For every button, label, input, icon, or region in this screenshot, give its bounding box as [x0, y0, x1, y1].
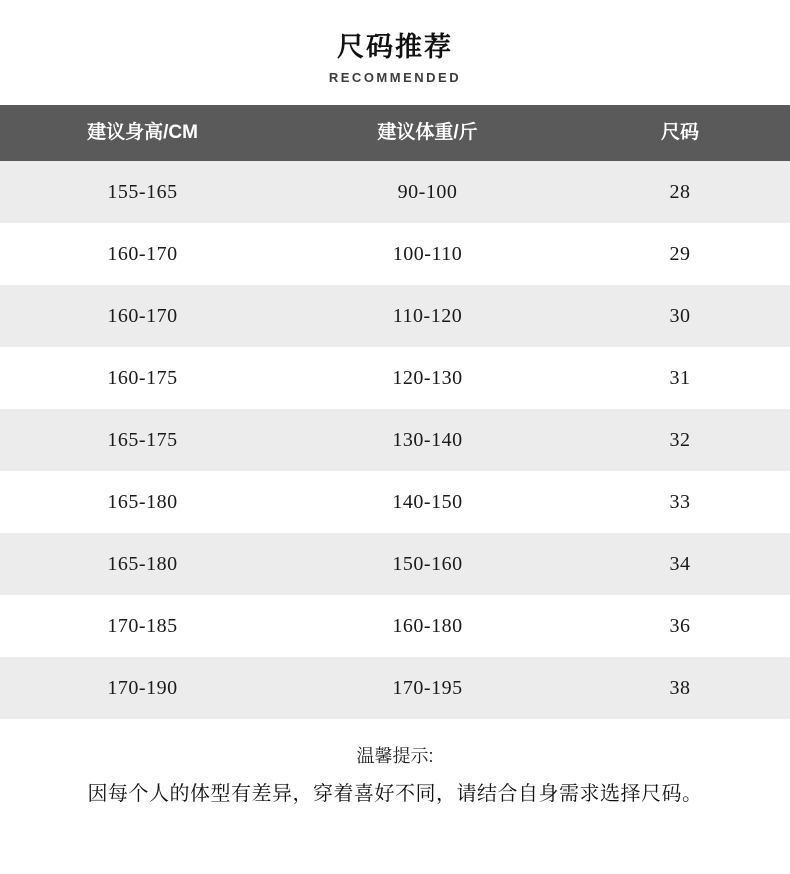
cell-weight: 120-130: [285, 347, 570, 409]
table-row: [0, 223, 790, 285]
column-header-size: 尺码: [570, 105, 790, 161]
cell-weight: 90-100: [285, 161, 570, 223]
table-row: [0, 409, 790, 471]
cell-weight: 150-160: [285, 533, 570, 595]
cell-height: 170-190: [0, 657, 285, 719]
cell-size: 33: [570, 471, 790, 533]
cell-height: 155-165: [0, 161, 285, 223]
cell-height: 160-170: [0, 285, 285, 347]
size-table-wrapper: [0, 105, 790, 719]
cell-height: 165-175: [0, 409, 285, 471]
title-block: [0, 0, 790, 85]
tip-title: 温馨提示:: [356, 746, 434, 766]
cell-size: 36: [570, 595, 790, 657]
page-title: 尺码推荐: [337, 32, 453, 62]
cell-size: 38: [570, 657, 790, 719]
cell-height: 165-180: [0, 471, 285, 533]
cell-size: 32: [570, 409, 790, 471]
table-row: [0, 471, 790, 533]
column-header-height: 建议身高/CM: [0, 105, 285, 161]
footer-note: [0, 741, 790, 811]
size-table: [0, 105, 790, 719]
table-row: [0, 595, 790, 657]
table-header: [0, 105, 790, 161]
cell-weight: 170-195: [285, 657, 570, 719]
cell-weight: 140-150: [285, 471, 570, 533]
cell-height: 160-175: [0, 347, 285, 409]
cell-size: 29: [570, 223, 790, 285]
table-row: [0, 533, 790, 595]
table-row: [0, 347, 790, 409]
table-row: [0, 161, 790, 223]
cell-weight: 100-110: [285, 223, 570, 285]
table-header-row: [0, 105, 790, 161]
cell-weight: 160-180: [285, 595, 570, 657]
table-body: [0, 161, 790, 719]
cell-height: 165-180: [0, 533, 285, 595]
cell-size: 31: [570, 347, 790, 409]
page-subtitle: RECOMMENDED: [328, 70, 462, 85]
table-row: [0, 285, 790, 347]
cell-height: 170-185: [0, 595, 285, 657]
cell-size: 34: [570, 533, 790, 595]
cell-size: 30: [570, 285, 790, 347]
tip-text: 因每个人的体型有差异，穿着喜好不同，请结合自身需求选择尺码。: [87, 783, 703, 805]
table-row: [0, 657, 790, 719]
cell-size: 28: [570, 161, 790, 223]
cell-height: 160-170: [0, 223, 285, 285]
cell-weight: 130-140: [285, 409, 570, 471]
column-header-weight: 建议体重/斤: [285, 105, 570, 161]
cell-weight: 110-120: [285, 285, 570, 347]
